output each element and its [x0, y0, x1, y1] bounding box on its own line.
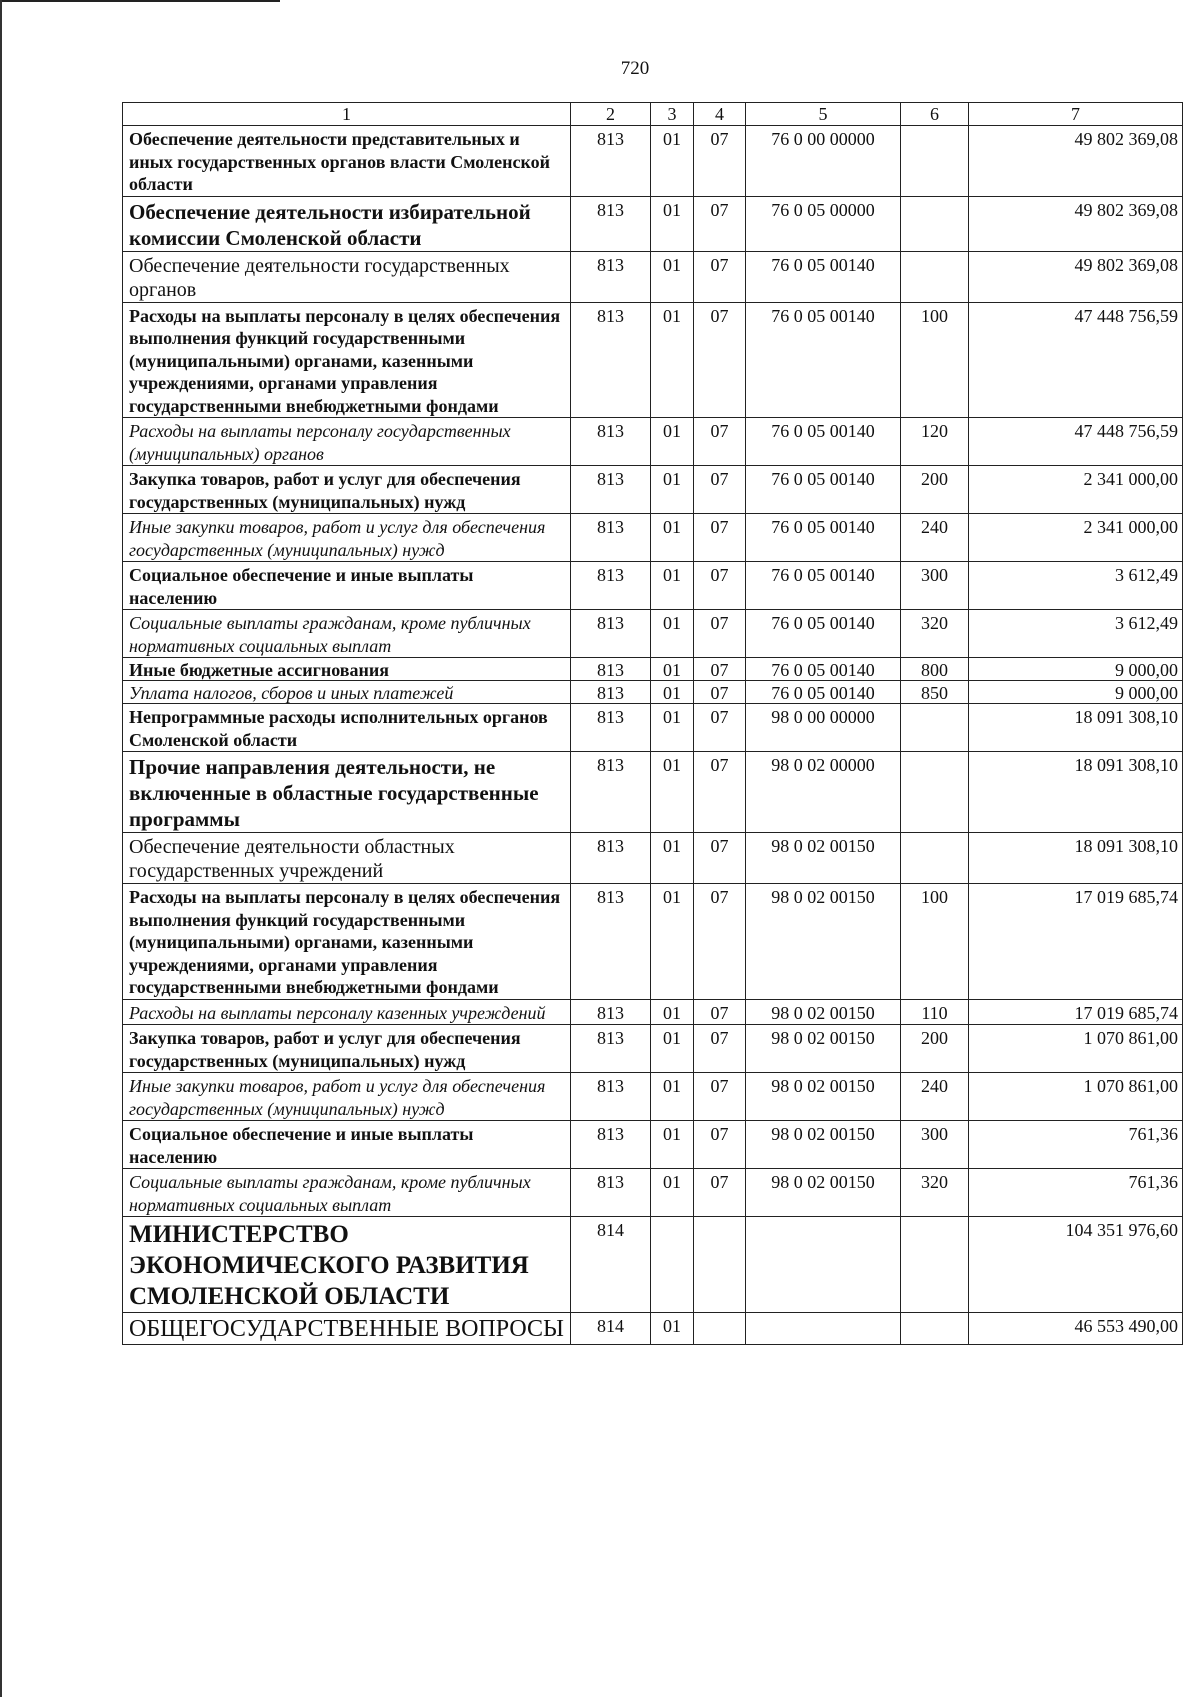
amount-cell: 761,36: [969, 1121, 1183, 1169]
table-row: [123, 466, 1183, 514]
section-code-cell: 01: [651, 1169, 694, 1217]
section-code-cell: 01: [651, 562, 694, 610]
subsection-code-cell: 07: [694, 999, 746, 1025]
subsection-code-cell: 07: [694, 833, 746, 884]
section-code-cell: 01: [651, 302, 694, 418]
amount-cell: 2 341 000,00: [969, 466, 1183, 514]
ministry-code-cell: 813: [571, 833, 651, 884]
section-code-cell: 01: [651, 752, 694, 833]
expense-type-cell: 240: [901, 514, 969, 562]
amount-cell: 17 019 685,74: [969, 884, 1183, 1000]
expense-name-cell: Расходы на выплаты персоналу в целях обеспечения выполнения функций государственными (муниципальными) органами, казенными учреждениями, органами управления государственными внебюджетными фондами: [123, 884, 571, 1000]
expense-name-cell: ОБЩЕГОСУДАРСТВЕННЫЕ ВОПРОСЫ: [123, 1313, 571, 1345]
expense-type-cell: 300: [901, 562, 969, 610]
expense-name-cell: Непрограммные расходы исполнительных органов Смоленской области: [123, 704, 571, 752]
amount-cell: 104 351 976,60: [969, 1217, 1183, 1313]
table-row: [123, 1217, 1183, 1313]
section-code-cell: 01: [651, 1073, 694, 1121]
section-code-cell: 01: [651, 418, 694, 466]
amount-cell: 3 612,49: [969, 562, 1183, 610]
header-cell: 4: [694, 103, 746, 126]
target-article-cell: 76 0 05 00140: [746, 514, 901, 562]
expense-name-cell: МИНИСТЕРСТВО ЭКОНОМИЧЕСКОГО РАЗВИТИЯ СМОЛЕНСКОЙ ОБЛАСТИ: [123, 1217, 571, 1313]
header-cell: 1: [123, 103, 571, 126]
target-article-cell: 76 0 00 00000: [746, 126, 901, 197]
amount-cell: 18 091 308,10: [969, 752, 1183, 833]
table-row: [123, 610, 1183, 658]
table-body: [123, 103, 1183, 1345]
expense-type-cell: 120: [901, 418, 969, 466]
section-code-cell: 01: [651, 610, 694, 658]
ministry-code-cell: 813: [571, 466, 651, 514]
amount-cell: 46 553 490,00: [969, 1313, 1183, 1345]
table-row: [123, 752, 1183, 833]
subsection-code-cell: 07: [694, 562, 746, 610]
table-row: [123, 833, 1183, 884]
expense-type-cell: 100: [901, 302, 969, 418]
expense-name-cell: Иные закупки товаров, работ и услуг для обеспечения государственных (муниципальных) нужд: [123, 1073, 571, 1121]
table-row: [123, 1313, 1183, 1345]
section-code-cell: 01: [651, 251, 694, 302]
amount-cell: 18 091 308,10: [969, 704, 1183, 752]
ministry-code-cell: 813: [571, 126, 651, 197]
page-number: 720: [620, 58, 650, 79]
ministry-code-cell: 813: [571, 302, 651, 418]
subsection-code-cell: 07: [694, 884, 746, 1000]
expense-type-cell: [901, 1313, 969, 1345]
amount-cell: 49 802 369,08: [969, 251, 1183, 302]
section-code-cell: 01: [651, 658, 694, 681]
amount-cell: 9 000,00: [969, 658, 1183, 681]
section-code-cell: 01: [651, 884, 694, 1000]
table-row: [123, 1169, 1183, 1217]
expense-type-cell: 240: [901, 1073, 969, 1121]
expense-type-cell: 200: [901, 1025, 969, 1073]
subsection-code-cell: 07: [694, 514, 746, 562]
expense-type-cell: [901, 752, 969, 833]
ministry-code-cell: 813: [571, 681, 651, 704]
section-code-cell: 01: [651, 999, 694, 1025]
table-row: [123, 884, 1183, 1000]
ministry-code-cell: 813: [571, 1169, 651, 1217]
table-row: [123, 251, 1183, 302]
table-row: [123, 562, 1183, 610]
expense-type-cell: [901, 704, 969, 752]
subsection-code-cell: 07: [694, 302, 746, 418]
subsection-code-cell: 07: [694, 752, 746, 833]
expense-name-cell: Прочие направления деятельности, не включенные в областные государственные программы: [123, 752, 571, 833]
target-article-cell: 98 0 02 00150: [746, 1025, 901, 1073]
expense-name-cell: Закупка товаров, работ и услуг для обеспечения государственных (муниципальных) нужд: [123, 1025, 571, 1073]
expense-name-cell: Социальные выплаты гражданам, кроме публичных нормативных социальных выплат: [123, 1169, 571, 1217]
amount-cell: 47 448 756,59: [969, 418, 1183, 466]
target-article-cell: 76 0 05 00140: [746, 562, 901, 610]
subsection-code-cell: 07: [694, 251, 746, 302]
subsection-code-cell: 07: [694, 466, 746, 514]
expense-name-cell: Иные закупки товаров, работ и услуг для обеспечения государственных (муниципальных) нужд: [123, 514, 571, 562]
section-code-cell: 01: [651, 833, 694, 884]
table-row: [123, 514, 1183, 562]
expense-name-cell: Расходы на выплаты персоналу казенных учреждений: [123, 999, 571, 1025]
budget-table: [122, 102, 1183, 1345]
target-article-cell: 98 0 02 00150: [746, 1073, 901, 1121]
amount-cell: 47 448 756,59: [969, 302, 1183, 418]
expense-type-cell: 800: [901, 658, 969, 681]
target-article-cell: [746, 1217, 901, 1313]
amount-cell: 49 802 369,08: [969, 126, 1183, 197]
subsection-code-cell: 07: [694, 126, 746, 197]
table-row: [123, 681, 1183, 704]
header-cell: 6: [901, 103, 969, 126]
expense-name-cell: Обеспечение деятельности областных государственных учреждений: [123, 833, 571, 884]
ministry-code-cell: 813: [571, 196, 651, 251]
target-article-cell: 76 0 05 00140: [746, 418, 901, 466]
ministry-code-cell: 813: [571, 1025, 651, 1073]
expense-type-cell: [901, 1217, 969, 1313]
expense-name-cell: Обеспечение деятельности государственных органов: [123, 251, 571, 302]
header-cell: 7: [969, 103, 1183, 126]
expense-type-cell: [901, 251, 969, 302]
expense-name-cell: Обеспечение деятельности представительных и иных государственных органов власти Смоленской области: [123, 126, 571, 197]
ministry-code-cell: 814: [571, 1313, 651, 1345]
target-article-cell: 76 0 05 00140: [746, 658, 901, 681]
amount-cell: 3 612,49: [969, 610, 1183, 658]
subsection-code-cell: 07: [694, 704, 746, 752]
target-article-cell: 98 0 02 00150: [746, 833, 901, 884]
expense-name-cell: Расходы на выплаты персоналу в целях обеспечения выполнения функций государственными (муниципальными) органами, казенными учреждениями, органами управления государственными внебюджетными фондами: [123, 302, 571, 418]
target-article-cell: 98 0 02 00000: [746, 752, 901, 833]
amount-cell: 9 000,00: [969, 681, 1183, 704]
expense-type-cell: [901, 126, 969, 197]
subsection-code-cell: 07: [694, 1025, 746, 1073]
amount-cell: 17 019 685,74: [969, 999, 1183, 1025]
target-article-cell: [746, 1313, 901, 1345]
section-code-cell: 01: [651, 681, 694, 704]
expense-name-cell: Уплата налогов, сборов и иных платежей: [123, 681, 571, 704]
table-row: [123, 999, 1183, 1025]
target-article-cell: 76 0 05 00140: [746, 302, 901, 418]
subsection-code-cell: 07: [694, 1073, 746, 1121]
subsection-code-cell: 07: [694, 196, 746, 251]
expense-type-cell: 300: [901, 1121, 969, 1169]
amount-cell: 49 802 369,08: [969, 196, 1183, 251]
table-row: [123, 196, 1183, 251]
section-code-cell: 01: [651, 1313, 694, 1345]
ministry-code-cell: 813: [571, 562, 651, 610]
header-cell: 3: [651, 103, 694, 126]
ministry-code-cell: 813: [571, 1073, 651, 1121]
table-row: [123, 302, 1183, 418]
ministry-code-cell: 813: [571, 418, 651, 466]
target-article-cell: 98 0 02 00150: [746, 1169, 901, 1217]
expense-name-cell: Закупка товаров, работ и услуг для обеспечения государственных (муниципальных) нужд: [123, 466, 571, 514]
expense-name-cell: Иные бюджетные ассигнования: [123, 658, 571, 681]
ministry-code-cell: 813: [571, 610, 651, 658]
amount-cell: 2 341 000,00: [969, 514, 1183, 562]
ministry-code-cell: 813: [571, 704, 651, 752]
ministry-code-cell: 813: [571, 884, 651, 1000]
header-cell: 2: [571, 103, 651, 126]
subsection-code-cell: 07: [694, 610, 746, 658]
subsection-code-cell: 07: [694, 658, 746, 681]
expense-name-cell: Социальное обеспечение и иные выплаты населению: [123, 1121, 571, 1169]
expense-type-cell: [901, 196, 969, 251]
amount-cell: 1 070 861,00: [969, 1073, 1183, 1121]
subsection-code-cell: 07: [694, 1121, 746, 1169]
expense-name-cell: Расходы на выплаты персоналу государственных (муниципальных) органов: [123, 418, 571, 466]
section-code-cell: 01: [651, 126, 694, 197]
target-article-cell: 98 0 02 00150: [746, 1121, 901, 1169]
ministry-code-cell: 813: [571, 514, 651, 562]
header-cell: 5: [746, 103, 901, 126]
amount-cell: 1 070 861,00: [969, 1025, 1183, 1073]
expense-type-cell: 850: [901, 681, 969, 704]
amount-cell: 761,36: [969, 1169, 1183, 1217]
table-row: [123, 126, 1183, 197]
scan-edge-left: [0, 0, 2, 1697]
ministry-code-cell: 813: [571, 1121, 651, 1169]
expense-type-cell: 110: [901, 999, 969, 1025]
ministry-code-cell: 813: [571, 251, 651, 302]
section-code-cell: 01: [651, 514, 694, 562]
target-article-cell: 98 0 02 00150: [746, 999, 901, 1025]
table-row: [123, 418, 1183, 466]
target-article-cell: 76 0 05 00140: [746, 681, 901, 704]
table-row: [123, 704, 1183, 752]
expense-type-cell: 320: [901, 610, 969, 658]
ministry-code-cell: 813: [571, 658, 651, 681]
section-code-cell: 01: [651, 704, 694, 752]
table-row: [123, 658, 1183, 681]
section-code-cell: 01: [651, 1121, 694, 1169]
expense-type-cell: 200: [901, 466, 969, 514]
table-row: [123, 1121, 1183, 1169]
expense-name-cell: Социальное обеспечение и иные выплаты населению: [123, 562, 571, 610]
subsection-code-cell: 07: [694, 418, 746, 466]
subsection-code-cell: 07: [694, 1169, 746, 1217]
ministry-code-cell: 813: [571, 999, 651, 1025]
expense-type-cell: 100: [901, 884, 969, 1000]
section-code-cell: 01: [651, 1025, 694, 1073]
section-code-cell: [651, 1217, 694, 1313]
subsection-code-cell: [694, 1217, 746, 1313]
expense-type-cell: 320: [901, 1169, 969, 1217]
target-article-cell: 98 0 02 00150: [746, 884, 901, 1000]
section-code-cell: 01: [651, 466, 694, 514]
ministry-code-cell: 814: [571, 1217, 651, 1313]
target-article-cell: 76 0 05 00000: [746, 196, 901, 251]
target-article-cell: 98 0 00 00000: [746, 704, 901, 752]
section-code-cell: 01: [651, 196, 694, 251]
target-article-cell: 76 0 05 00140: [746, 466, 901, 514]
expense-type-cell: [901, 833, 969, 884]
table-header-row: [123, 103, 1183, 126]
subsection-code-cell: [694, 1313, 746, 1345]
table-row: [123, 1025, 1183, 1073]
target-article-cell: 76 0 05 00140: [746, 610, 901, 658]
expense-name-cell: Социальные выплаты гражданам, кроме публичных нормативных социальных выплат: [123, 610, 571, 658]
ministry-code-cell: 813: [571, 752, 651, 833]
table-row: [123, 1073, 1183, 1121]
subsection-code-cell: 07: [694, 681, 746, 704]
scan-edge-top: [0, 0, 280, 2]
expense-name-cell: Обеспечение деятельности избирательной комиссии Смоленской области: [123, 196, 571, 251]
amount-cell: 18 091 308,10: [969, 833, 1183, 884]
target-article-cell: 76 0 05 00140: [746, 251, 901, 302]
